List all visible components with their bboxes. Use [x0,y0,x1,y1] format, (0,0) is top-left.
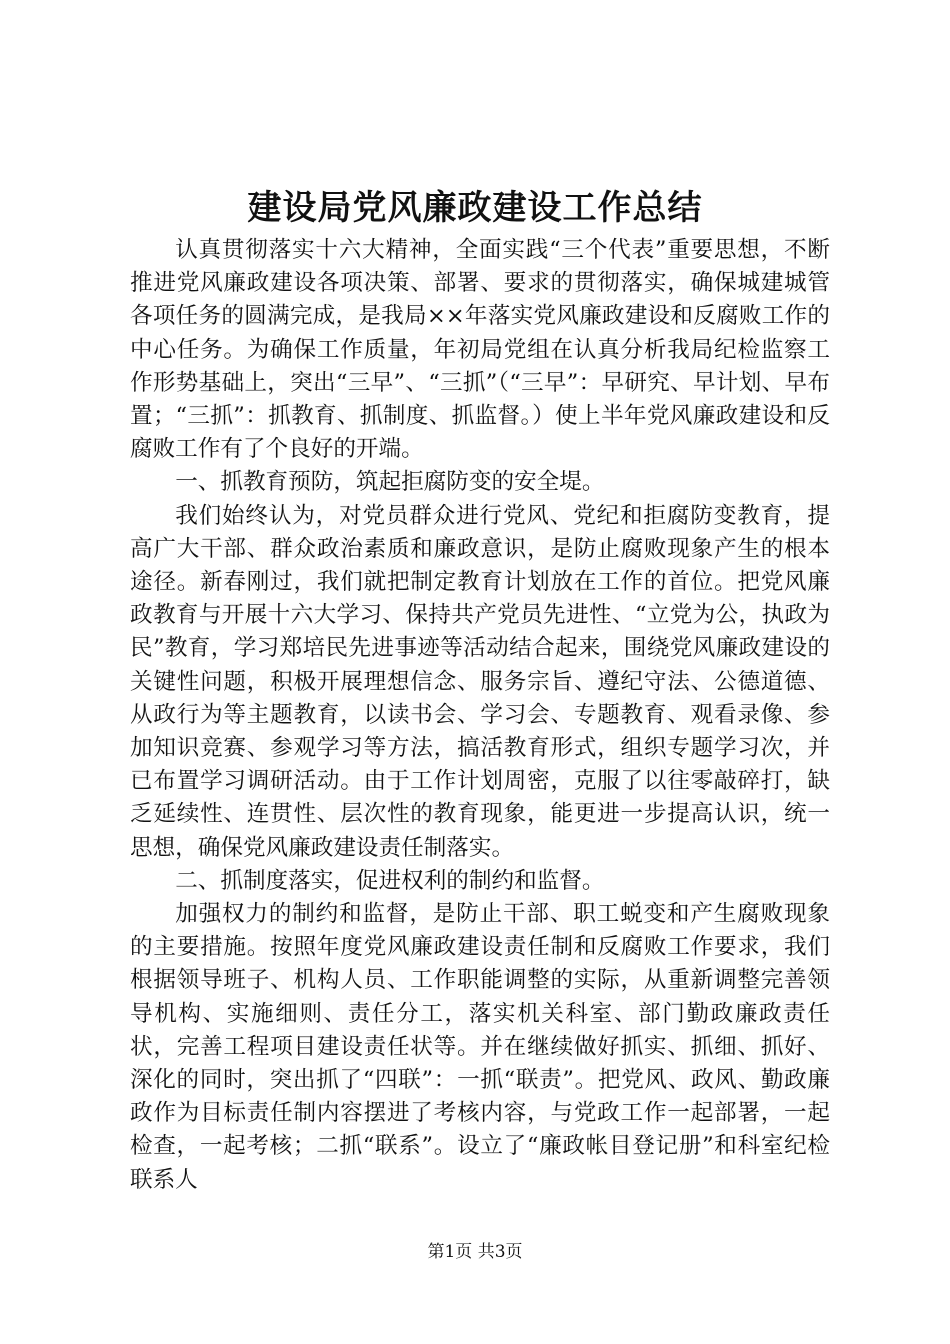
document-body [130,234,830,1197]
section-heading-system: 二、抓制度落实，促进权利的制约和监督。 [175,867,605,894]
section-heading-education: 一、抓教育预防，筑起拒腐防变的安全堤。 [175,469,605,496]
page-indicator: 第1页 共3页 [427,1242,523,1262]
paragraph-intro: 认真贯彻落实十六大精神，全面实践“三个代表”重要思想，不断推进党风廉政建设各项决策、部署、要求的贯彻落实，确保城建城管各项任务的圆满完成，是我局××年落实党风廉政建设和反腐败工作的中心任务。为确保工作质量，年初局党组在认真分析我局纪检监察工作形势基础上，突出“三早”、“三抓”（“三早”：早研究、早计划、早布置；“三抓”：抓教育、抓制度、抓监督。）使上半年党风廉政建设和反腐败工作有了个良好的开端。 [130,237,830,463]
page-footer [0,1240,950,1264]
paragraph-education: 我们始终认为，对党员群众进行党风、党纪和拒腐防变教育，提高广大干部、群众政治素质和廉政意识，是防止腐败现象产生的根本途径。新春刚过，我们就把制定教育计划放在工作的首位。把党风廉政教育与开展十六大学习、保持共产党员先进性、“立党为公，执政为民”教育，学习郑培民先进事迹等活动结合起来，围绕党风廉政建设的关键性问题，积极开展理想信念、服务宗旨、遵纪守法、公德道德、从政行为等主题教育，以读书会、学习会、专题教育、观看录像、参加知识竞赛、参观学习等方法，搞活教育形式，组织专题学习次，并已布置学习调研活动。由于工作计划周密，克服了以往零敲碎打，缺乏延续性、连贯性、层次性的教育现象，能更进一步提高认识，统一思想，确保党风廉政建设责任制落实。 [130,502,830,861]
paragraph-system: 加强权力的制约和监督，是防止干部、职工蜕变和产生腐败现象的主要措施。按照年度党风廉政建设责任制和反腐败工作要求，我们根据领导班子、机构人员、工作职能调整的实际，从重新调整完善领导机构、实施细则、责任分工，落实机关科室、部门勤政廉政责任状，完善工程项目建设责任状等。并在继续做好抓实、抓细、抓好、深化的同时，突出抓了“四联”：一抓“联责”。把党风、政风、勤政廉政作为目标责任制内容摆进了考核内容，与党政工作一起部署，一起检查，一起考核；二抓“联系”。设立了“廉政帐目登记册”和科室纪检联系人 [130,901,830,1193]
document-title: 建设局党风廉政建设工作总结 [247,188,703,228]
